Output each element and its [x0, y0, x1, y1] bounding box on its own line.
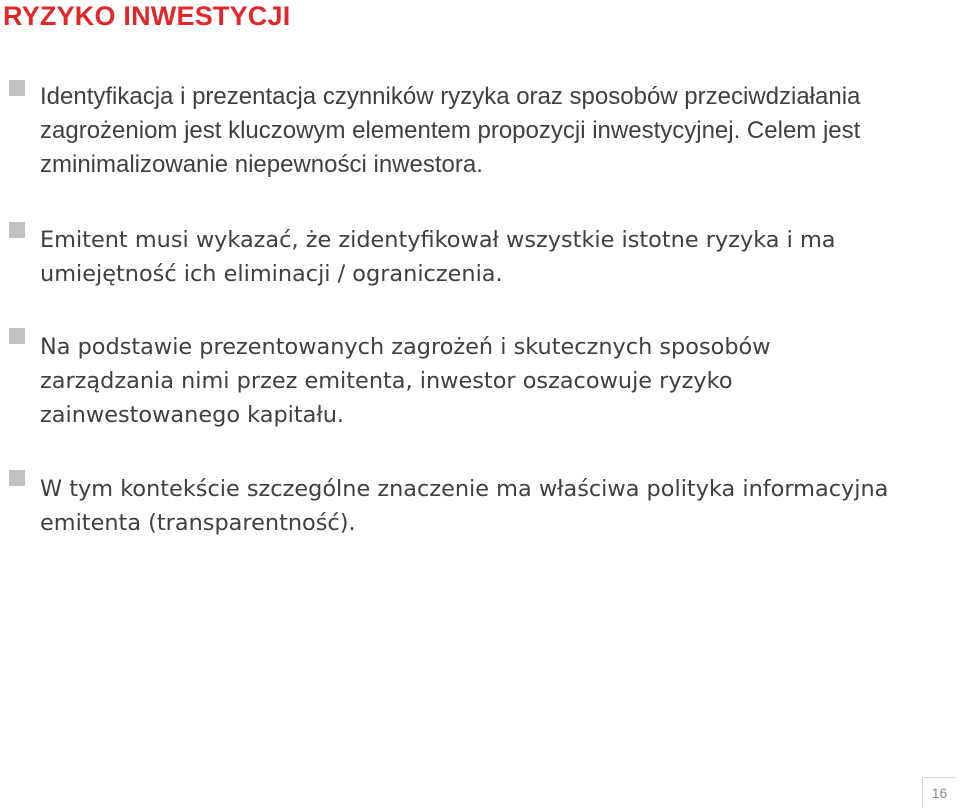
slide-title: RYZYKO INWESTYCJI	[3, 1, 291, 31]
square-bullet-icon	[9, 470, 25, 486]
bullet-text: Na podstawie prezentowanych zagrożeń i skutecznych sposobów zarządzania nimi przez emitenta, inwestor oszacowuje ryzyko zainwestowanego kapitału.	[40, 334, 771, 428]
page-number: 16	[922, 777, 956, 807]
bullet-text: Emitent musi wykazać, że zidentyfikował wszystkie istotne ryzyka i ma umiejętność ich eliminacji / ograniczenia.	[40, 227, 836, 287]
bullet-text: W tym kontekście szczególne znaczenie ma właściwa polityka informacyjna emitenta (transparentność).	[40, 476, 889, 536]
bullet-text: Identyfikacja i prezentacja czynników ryzyka oraz sposobów przeciwdziałania zagrożeniom jest kluczowym elementem propozycji inwestycyjnej. Celem jest zminimalizowanie niepewności inwestora.	[40, 83, 861, 178]
square-bullet-icon	[9, 328, 25, 344]
square-bullet-icon	[9, 222, 25, 238]
square-bullet-icon	[9, 80, 25, 96]
